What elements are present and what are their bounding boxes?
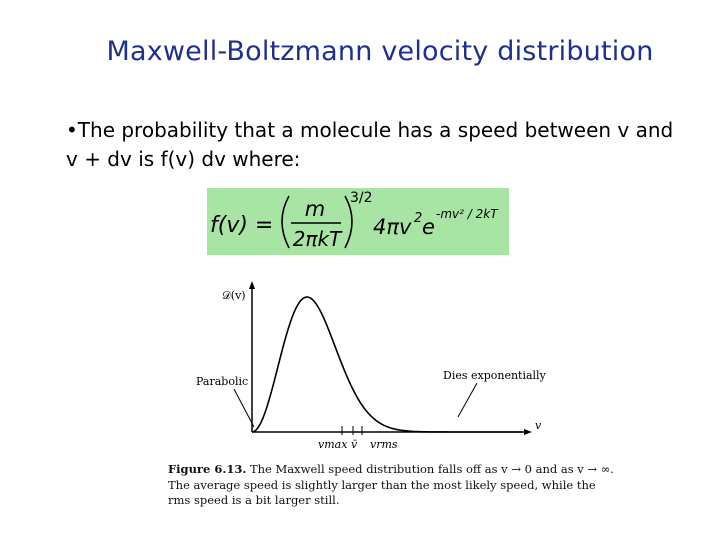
formula-exp-base: e	[422, 215, 435, 239]
left-paren	[282, 196, 289, 248]
annotation-exponential-leader	[458, 383, 477, 417]
formula-numerator: m	[304, 197, 326, 221]
bullet-paragraph	[66, 116, 686, 174]
caption-label: Figure 6.13.	[168, 462, 247, 476]
formula-svg	[207, 188, 509, 255]
formula-factor-power: 2	[414, 211, 423, 226]
caption-text: The Maxwell speed distribution falls off as v → 0 and as v → ∞. The average speed is slightly larger than the most likely speed, while the rms speed is a bit larger still.	[168, 462, 614, 507]
distribution-figure	[190, 275, 560, 435]
bullet-marker: •	[66, 118, 78, 142]
formula-factor: 4πv	[373, 215, 412, 239]
formula-exponent: 3/2	[350, 190, 373, 206]
formula-box	[207, 188, 509, 255]
figure-caption	[168, 462, 618, 509]
x-axis-label: v	[535, 419, 542, 432]
x-axis-arrow	[524, 429, 532, 435]
tick-label-vavg: v̄	[351, 438, 358, 451]
tick-label-vrms: vrms	[370, 438, 398, 451]
formula-lhs: f(v) =	[210, 213, 274, 238]
tick-labels	[190, 436, 560, 458]
formula-denominator: 2πkT	[292, 227, 342, 251]
annotation-parabolic: Parabolic	[196, 375, 249, 388]
y-axis-arrow	[249, 281, 255, 289]
distribution-curve	[252, 297, 522, 432]
annotation-exponential: Dies exponentially	[443, 369, 546, 382]
formula-exp-power: -mv² / 2kT	[436, 207, 498, 221]
slide-title: Maxwell-Boltzmann velocity distribution	[106, 36, 654, 67]
y-axis-label: 𝒟(v)	[222, 289, 246, 302]
bullet-text: The probability that a molecule has a speed between v and v + dv is f(v) dv where:	[66, 118, 674, 171]
tick-label-vmax: vmax	[318, 438, 348, 451]
annotation-parabolic-leader	[234, 389, 254, 427]
distribution-plot	[190, 275, 560, 435]
